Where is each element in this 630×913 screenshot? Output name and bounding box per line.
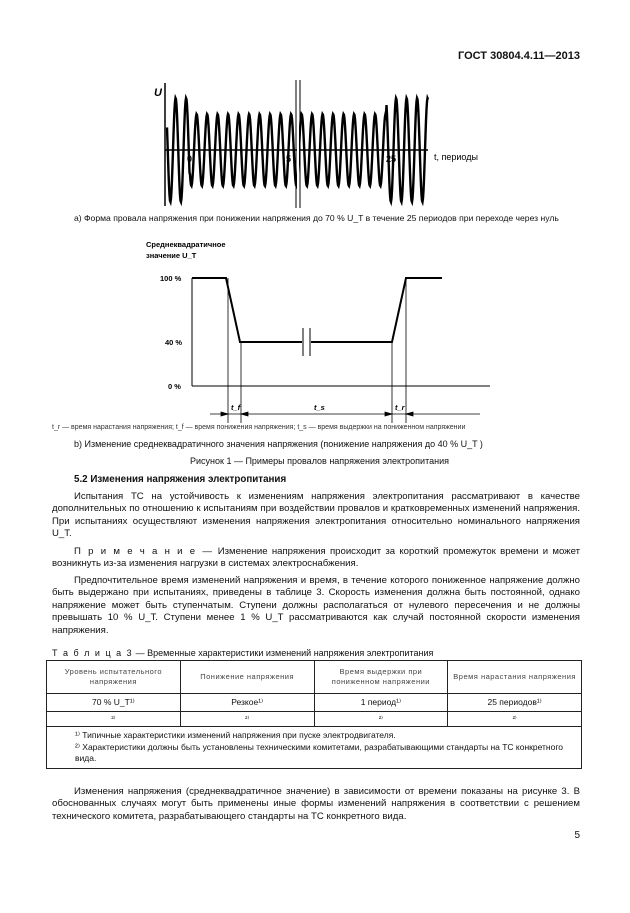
cell-decrease-2: ²⁾ (180, 712, 314, 727)
header-rise: Время нарастания напряжения (448, 661, 582, 694)
figure-a-waveform (150, 80, 490, 210)
cell-level-2: ²⁾ (47, 712, 181, 727)
cell-rise-2: ²⁾ (448, 712, 582, 727)
figure-caption: Рисунок 1 — Примеры провалов напряжения электропитания (190, 456, 449, 466)
page-number: 5 (574, 830, 580, 841)
figure-b-tf: t_f (231, 403, 241, 412)
figure-a-tick-0: 0 (187, 154, 193, 164)
figure-b-y-label-2: значение U_T (146, 251, 197, 260)
figure-b-rms (130, 238, 500, 423)
section-title: 5.2 Изменения напряжения электропитания (74, 474, 287, 485)
figure-a-tick-25: 25 (386, 154, 397, 164)
header-hold: Время выдержки при пониженном напряжении (314, 661, 448, 694)
header-decrease: Понижение напряжения (180, 661, 314, 694)
figure-b-tick-0: 0 % (168, 382, 181, 391)
table-title-label: Т а б л и ц а 3 (52, 648, 134, 658)
figure-a-tick-5: 5 (286, 154, 292, 164)
paragraph-1: Испытания ТС на устойчивость к изменениям напряжения электропитания рассматривают в качестве дополнительных по отношению к испытаниям при воздействии провалов и кратковременных изменений напряжения. При испытаниях осуществляют изменения напряжения электропитания относительно номинального напряжения U_T. (52, 491, 580, 540)
table-footnotes (47, 727, 582, 769)
figure-b-tr: t_r (395, 403, 405, 412)
footnote-1: ¹⁾ Типичные характеристики изменений напряжения при пуске электродвигателя. (75, 730, 396, 740)
note (52, 546, 580, 571)
figure-a-x-label: t, периоды (434, 152, 478, 162)
figure-b-dimension-line (210, 412, 480, 416)
figure-b-caption: b) Изменение среднеквадратичного значения напряжения (понижение напряжения до 40 % U_T ) (74, 439, 483, 449)
table-title (52, 648, 433, 658)
figure-b-y-label-1: Среднеквадратичное (146, 240, 226, 249)
cell-hold: 1 период¹⁾ (314, 694, 448, 712)
figure-b-line-left (192, 278, 302, 342)
cell-level: 70 % U_T¹⁾ (47, 694, 181, 712)
note-text: Изменение напряжения происходит за короткий промежуток времени и может возникнуть из-за изменения нагрузки в системах электроснабжения. (52, 546, 580, 570)
cell-hold-2: ²⁾ (314, 712, 448, 727)
header-level: Уровень испытательного напряжения (47, 661, 181, 694)
figure-b-tick-40: 40 % (165, 338, 183, 347)
cell-decrease: Резкое¹⁾ (180, 694, 314, 712)
figure-a-caption: а) Форма провала напряжения при понижении напряжения до 70 % U_T в течение 25 периодов при переходе через нуль (74, 213, 559, 223)
cell-rise: 25 периодов¹⁾ (448, 694, 582, 712)
table-3 (46, 660, 582, 769)
figure-b-legend: t_r — время нарастания напряжения; t_f — время понижения напряжения; t_s — время выдержки на пониженном напряжении (52, 424, 466, 431)
note-label: П р и м е ч а н и е — (74, 546, 214, 557)
figure-b-line-right (311, 278, 442, 342)
figure-a-y-label: U (154, 87, 162, 99)
standard-number: ГОСТ 30804.4.11—2013 (457, 50, 580, 62)
footnote-2: ²⁾ Характеристики должны быть установлены техническими комитетами, разрабатывающими стандарты на ТС конкретного вида. (75, 741, 563, 763)
paragraph-3: Изменения напряжения (среднеквадратичное значение) в зависимости от времени показаны на рисунке 3. В обоснованных случаях могут быть применены иные формы изменений напряжения в соответствии с решением технического комитета, разрабатывающего стандарты на ТС конкретного вида. (52, 786, 580, 822)
figure-b-tick-100: 100 % (160, 274, 182, 283)
paragraph-2: Предпочтительное время изменений напряжения и время, в течение которого пониженное напряжение должно быть выдержано при испытаниях, приведены в таблице 3. Скорость изменения должна быть постоянной, однако напряжение может быть ступенчатым. Ступени должны располагаться от нулевого пересечения и не должны превышать 10 % U_T. Ступени менее 1 % U_T рассматриваются как случай постоянной скорости изменения напряжения. (52, 575, 580, 636)
figure-b-ts: t_s (314, 403, 325, 412)
table-title-text: — Временные характеристики изменений напряжения электропитания (133, 648, 434, 658)
